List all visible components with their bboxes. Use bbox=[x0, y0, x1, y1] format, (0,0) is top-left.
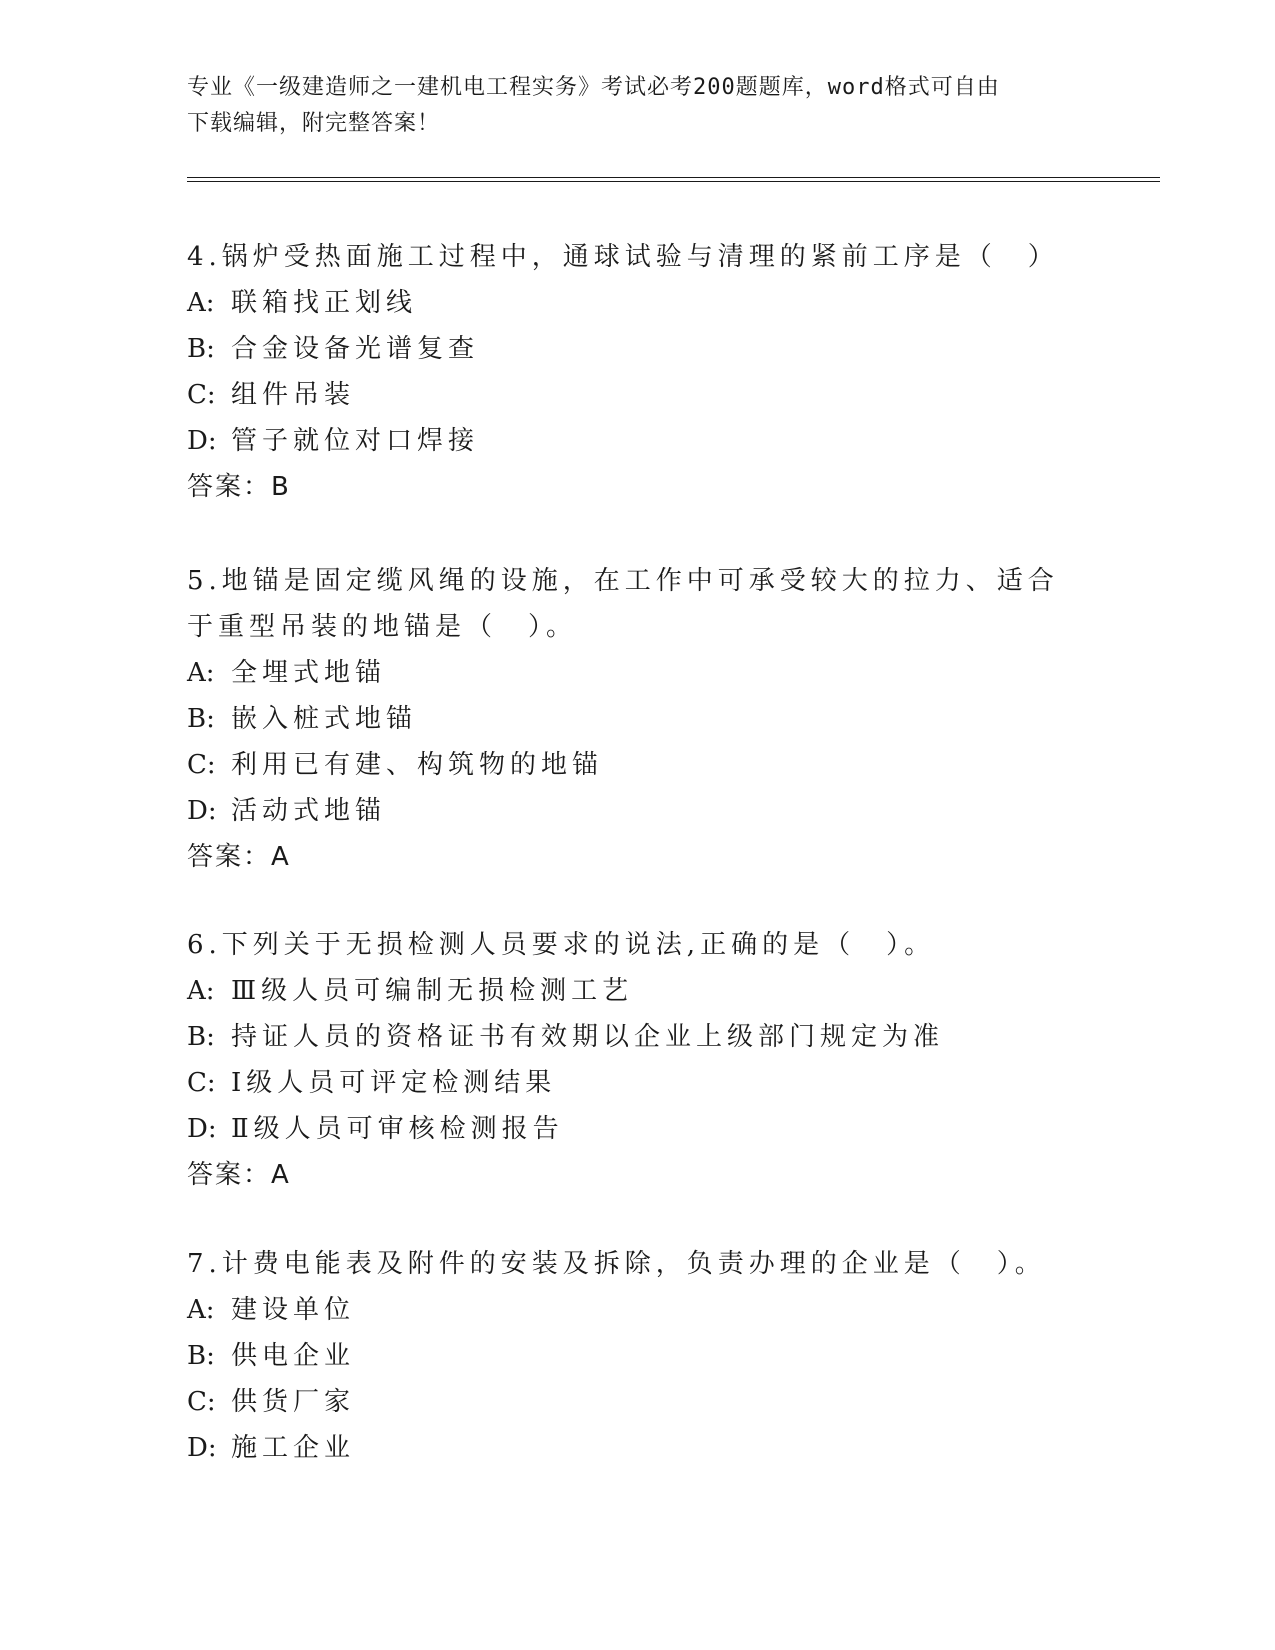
option-b bbox=[187, 696, 1087, 742]
option-text: 持证人员的资格证书有效期以企业上级部门规定为准 bbox=[231, 1022, 945, 1052]
option-text: 合金设备光谱复查 bbox=[231, 334, 480, 364]
option-text: 供货厂家 bbox=[231, 1387, 356, 1417]
option-a bbox=[187, 968, 1087, 1014]
header-title-line-1: 专业《一级建造师之一建机电工程实务》考试必考200题题库，word格式可自由 bbox=[187, 75, 1000, 100]
option-letter: C: bbox=[187, 1068, 216, 1098]
option-text: 嵌入桩式地锚 bbox=[231, 704, 418, 734]
option-b bbox=[187, 326, 1087, 372]
option-d bbox=[187, 788, 1087, 834]
document-header bbox=[187, 70, 1067, 142]
option-a bbox=[187, 650, 1087, 696]
question-stem: 7.计费电能表及附件的安装及拆除，负责办理的企业是（ ）。 bbox=[187, 1249, 1046, 1279]
option-letter: D: bbox=[187, 796, 217, 826]
option-letter: C: bbox=[187, 1387, 216, 1417]
option-text: 利用已有建、构筑物的地锚 bbox=[231, 750, 604, 780]
option-text: 施工企业 bbox=[231, 1433, 356, 1463]
option-text: Ⅱ级人员可审核检测报告 bbox=[231, 1114, 564, 1144]
option-text: 全埋式地锚 bbox=[231, 658, 387, 688]
option-letter: A: bbox=[187, 288, 215, 318]
option-b bbox=[187, 1014, 1087, 1060]
option-b bbox=[187, 1333, 1087, 1379]
option-c bbox=[187, 1060, 1087, 1106]
option-text: 建设单位 bbox=[231, 1295, 356, 1325]
option-c bbox=[187, 372, 1087, 418]
option-a bbox=[187, 280, 1087, 326]
question-stem: 4.锅炉受热面施工过程中，通球试验与清理的紧前工序是（ ） bbox=[187, 242, 1059, 272]
option-letter: B: bbox=[187, 334, 215, 364]
question-5 bbox=[187, 558, 1087, 880]
option-letter: A: bbox=[187, 1295, 215, 1325]
option-letter: A: bbox=[187, 976, 215, 1006]
option-text: 活动式地锚 bbox=[231, 796, 387, 826]
option-text: 组件吊装 bbox=[231, 380, 356, 410]
answer: 答案：B bbox=[187, 472, 291, 502]
option-letter: B: bbox=[187, 1022, 215, 1052]
option-text: Ⅰ级人员可评定检测结果 bbox=[231, 1068, 557, 1098]
option-letter: A: bbox=[187, 658, 215, 688]
option-c bbox=[187, 742, 1087, 788]
option-letter: B: bbox=[187, 704, 215, 734]
option-a bbox=[187, 1287, 1087, 1333]
question-stem: 5.地锚是固定缆风绳的设施，在工作中可承受较大的拉力、适合于重型吊装的地锚是（ ）。 bbox=[187, 566, 1059, 642]
question-stem: 6.下列关于无损检测人员要求的说法,正确的是（ ）。 bbox=[187, 930, 936, 960]
option-c bbox=[187, 1379, 1087, 1425]
option-d bbox=[187, 1425, 1087, 1471]
option-d bbox=[187, 1106, 1087, 1152]
option-letter: D: bbox=[187, 426, 217, 456]
option-letter: C: bbox=[187, 750, 216, 780]
option-text: Ⅲ级人员可编制无损检测工艺 bbox=[231, 976, 634, 1006]
question-7 bbox=[187, 1241, 1087, 1471]
option-letter: D: bbox=[187, 1433, 217, 1463]
option-text: 管子就位对口焊接 bbox=[231, 426, 480, 456]
option-d bbox=[187, 418, 1087, 464]
answer: 答案：A bbox=[187, 1160, 291, 1190]
option-letter: C: bbox=[187, 380, 216, 410]
answer: 答案：A bbox=[187, 842, 291, 872]
option-text: 供电企业 bbox=[231, 1341, 356, 1371]
option-letter: D: bbox=[187, 1114, 217, 1144]
option-letter: B: bbox=[187, 1341, 215, 1371]
option-text: 联箱找正划线 bbox=[231, 288, 418, 318]
question-4 bbox=[187, 234, 1087, 510]
header-title-line-2: 下载编辑，附完整答案！ bbox=[187, 111, 441, 136]
question-6 bbox=[187, 922, 1087, 1198]
header-double-rule bbox=[187, 177, 1160, 182]
